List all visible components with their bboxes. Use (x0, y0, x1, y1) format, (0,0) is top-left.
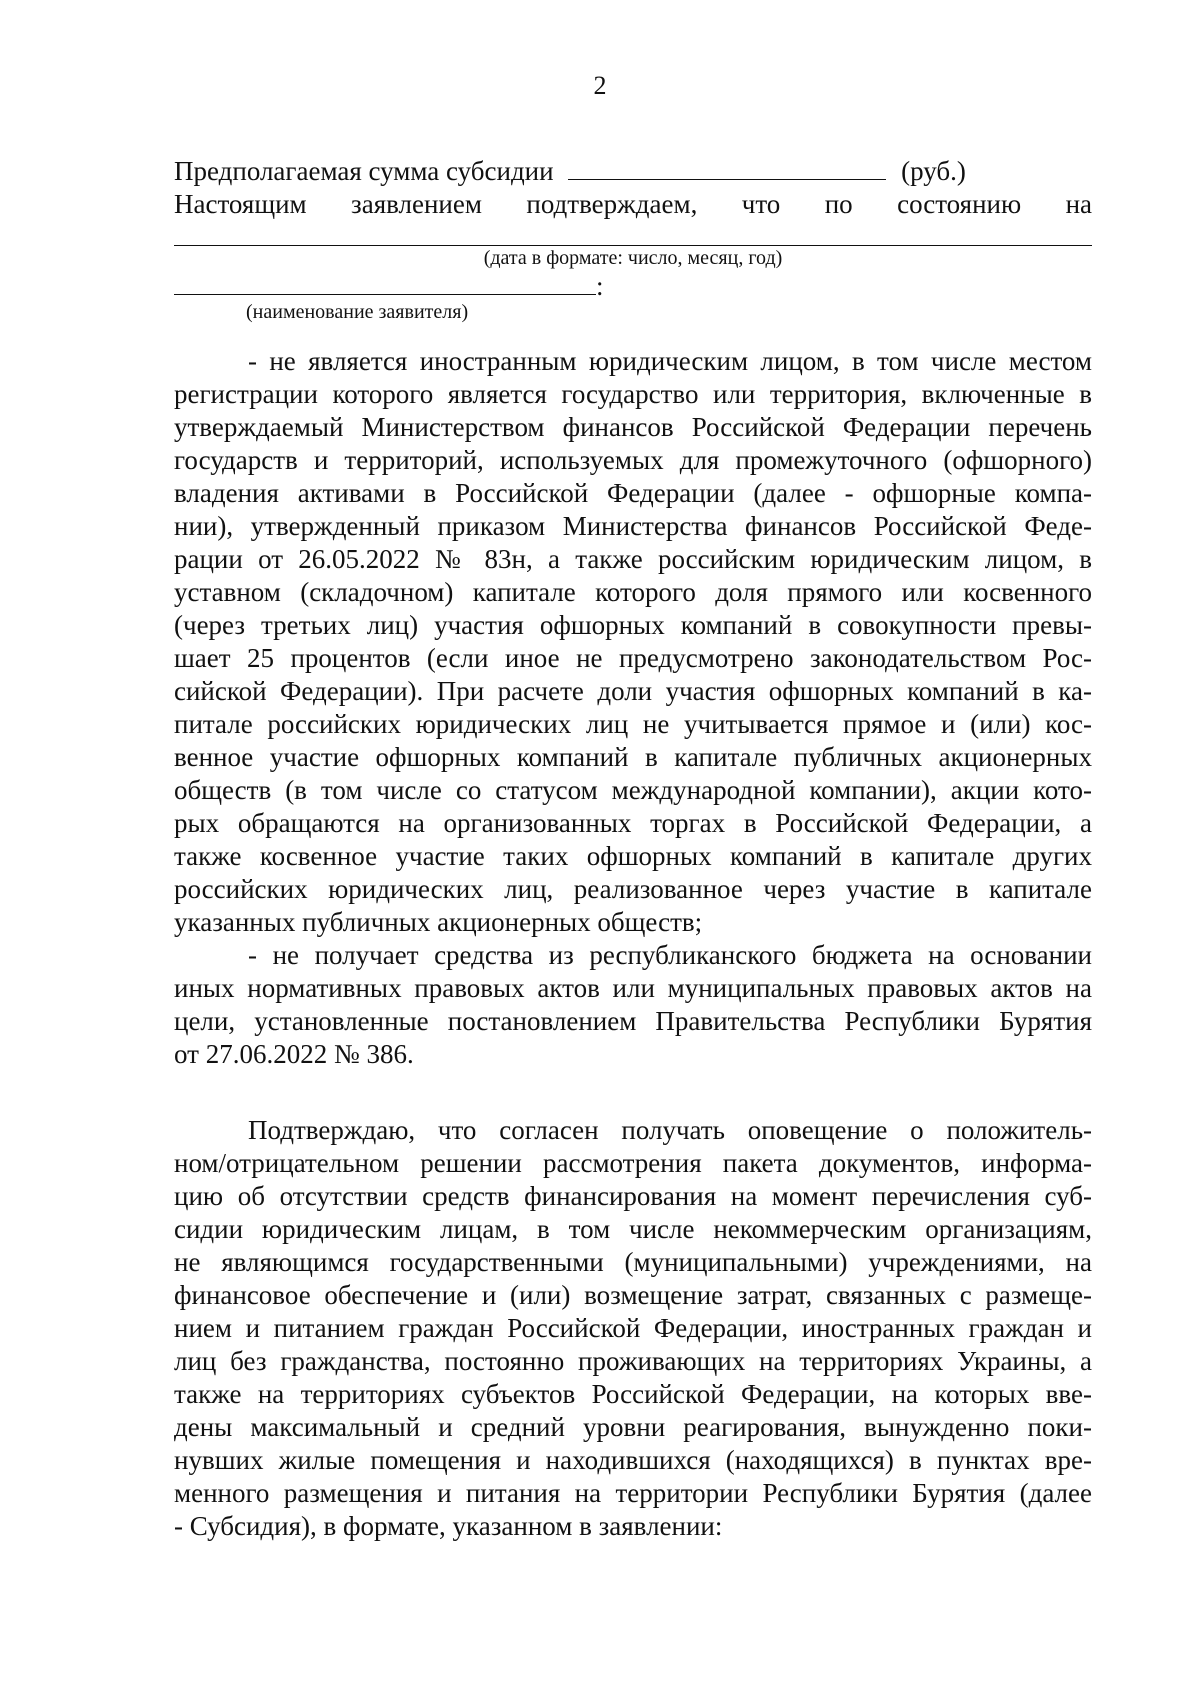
subsidy-sum-blank (568, 155, 886, 180)
text-line: также на территориях субъектов Российской Федерации, на которых вве- (174, 1379, 1092, 1409)
text-line: также косвенное участие таких офшорных компаний в капитале других (174, 841, 1092, 871)
date-hint: (дата в формате: число, месяц, год) (483, 247, 783, 269)
text-line: рации от 26.05.2022 № 83н, а также российским юридическим лицом, в (174, 544, 1092, 574)
subsidy-sum-line (174, 155, 1092, 188)
text-line: обществ (в том числе со статусом международной компании), акции кото- (174, 775, 1092, 805)
text-line: государств и территорий, используемых для промежуточного (офшорного) (174, 445, 1092, 475)
applicant-name-hint: (наименование заявителя) (246, 301, 469, 323)
applicant-name-line (174, 270, 1092, 300)
applicant-name-blank (174, 270, 596, 295)
text-line: от 27.06.2022 № 386. (174, 1039, 414, 1069)
subsidy-sum-label: Предполагаемая сумма субсидии (174, 156, 554, 186)
page-number: 2 (593, 71, 607, 100)
text-line: - не получает средства из республиканского бюджета на основании (248, 940, 1092, 970)
text-line: указанных публичных акционерных обществ; (174, 907, 703, 937)
text-line: - не является иностранным юридическим лицом, в том числе местом (248, 346, 1092, 376)
text-line: сийской Федерации). При расчете доли участия офшорных компаний в ка- (174, 676, 1092, 706)
text-line: не являющимся государственными (муниципальными) учреждениями, на (174, 1247, 1092, 1277)
paragraph-gap (174, 1071, 1092, 1114)
text-line: шает 25 процентов (если иное не предусмотрено законодательством Рос- (174, 643, 1092, 673)
subsidy-sum-unit: (руб.) (901, 156, 966, 186)
text-line: Подтверждаю, что согласен получать оповещение о положитель- (248, 1115, 1092, 1145)
text-line: цию об отсутствии средств финансирования на момент перечисления суб- (174, 1181, 1092, 1211)
text-line: уставном (складочном) капитале которого доля прямого или косвенного (174, 577, 1092, 607)
text-line: российских юридических лиц, реализованное через участие в капитале (174, 874, 1092, 904)
text-line: - Субсидия), в формате, указанном в заявлении: (174, 1511, 723, 1541)
text-line: менного размещения и питания на территории Республики Бурятия (далее (174, 1478, 1092, 1508)
text-line: (через третьих лиц) участия офшорных компаний в совокупности превы- (174, 610, 1092, 640)
text-line: иных нормативных правовых актов или муниципальных правовых актов на (174, 973, 1092, 1003)
text-line: финансовое обеспечение и (или) возмещение затрат, связанных с размеще- (174, 1280, 1092, 1310)
text-line: нии), утвержденный приказом Министерства финансов Российской Феде- (174, 511, 1092, 541)
text-line: питале российских юридических лиц не учитывается прямое и (или) кос- (174, 709, 1092, 739)
text-line: регистрации которого является государство или территория, включенные в (174, 379, 1092, 409)
text-line: лиц без гражданства, постоянно проживающих на территориях Украины, а (174, 1346, 1092, 1376)
text-line: нием и питанием граждан Российской Федерации, иностранных граждан и (174, 1313, 1092, 1343)
text-line: дены максимальный и средний уровни реагирования, вынужденно поки- (174, 1412, 1092, 1442)
confirm-date-line: Настоящим заявлением подтверждаем, что по состоянию на (174, 189, 1092, 219)
text-line: нувших жилые помещения и находившихся (находящихся) в пунктах вре- (174, 1445, 1092, 1475)
text-line: сидии юридическим лицам, в том числе некоммерческим организациям, (174, 1214, 1092, 1244)
text-line: цели, установленные постановлением Правительства Республики Бурятия (174, 1006, 1092, 1036)
text-line: владения активами в Российской Федерации (далее - офшорные компа- (174, 478, 1092, 508)
paragraph-offshore (174, 345, 1092, 1543)
text-line: ном/отрицательном решении рассмотрения пакета документов, информа- (174, 1148, 1092, 1178)
text-line: утверждаемый Министерством финансов Российской Федерации перечень (174, 412, 1092, 442)
form-header (174, 155, 1092, 324)
text-line: рых обращаются на организованных торгах в Российской Федерации, а (174, 808, 1092, 838)
applicant-name-colon: : (596, 271, 604, 301)
text-line: венное участие офшорных компаний в капитале публичных акционерных (174, 742, 1092, 772)
date-blank (174, 225, 1092, 246)
